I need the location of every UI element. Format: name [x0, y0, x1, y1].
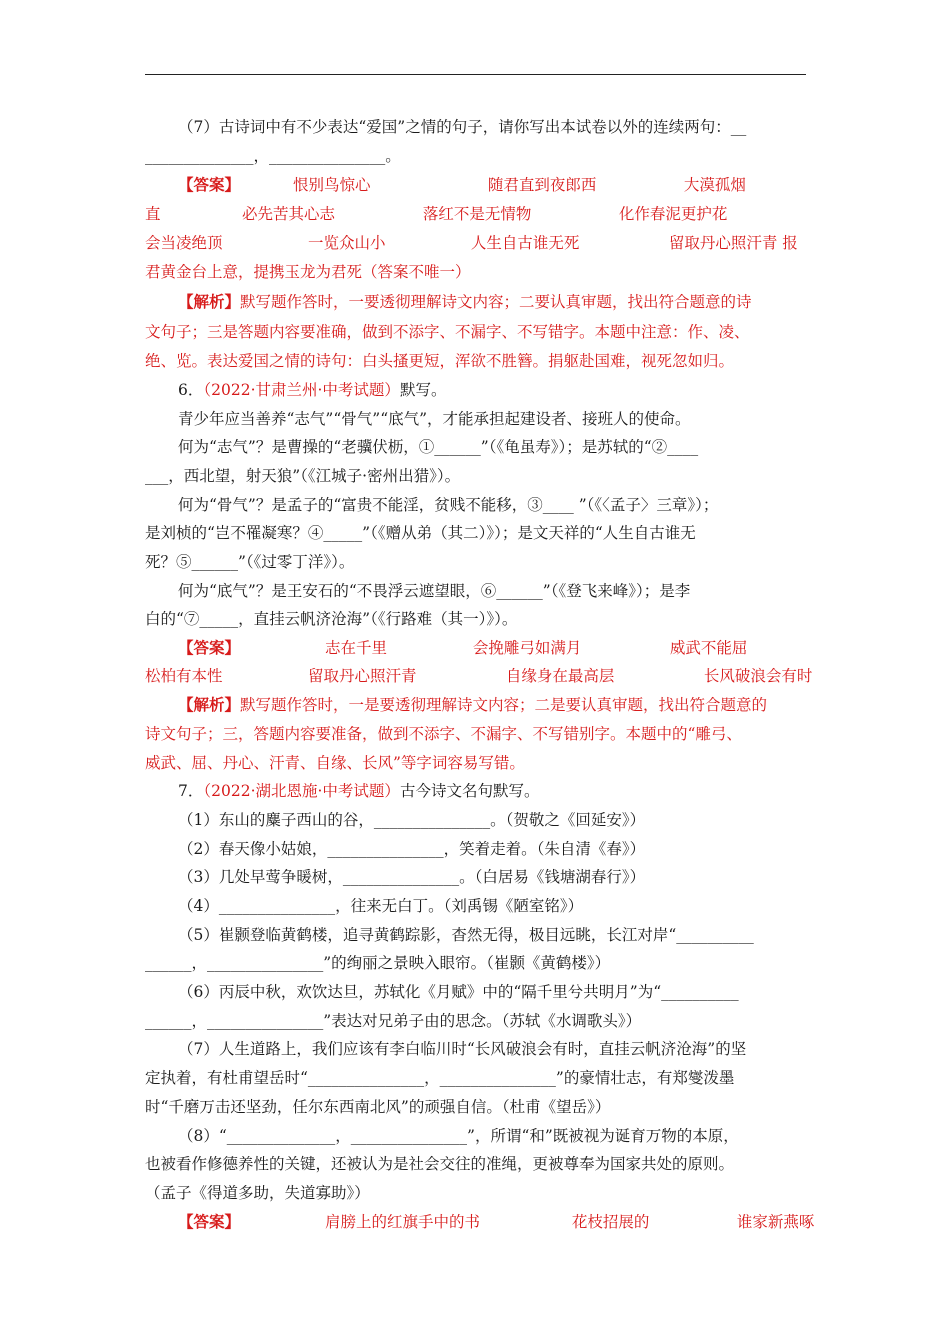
- q6-line-3: ___，西北望，射天狼”（《江城子·密州出猎》）。: [145, 467, 461, 485]
- q7-heading: [178, 781, 806, 801]
- q7-sub-7b: 定执着，有杜甫望岳时“_______________，_______________”的豪情壮志，有郑燮泼墨: [145, 1069, 735, 1087]
- answer-item: 会挽雕弓如满月: [472, 639, 582, 657]
- q7-prev-answer-row-4: 君黄金台上意，提携玉龙为君死（答案不唯一）: [145, 263, 471, 281]
- q6-line-8: 白的“⑦_____，直挂云帆济沧海”（《行路难（其一）》）。: [145, 610, 518, 628]
- analysis-text: 默写题作答时，一是要透彻理解诗文内容；二是要认真审题，找出符合题意的: [240, 696, 768, 714]
- answer-item: 人生自古谁无死: [470, 234, 580, 252]
- q7-sub-2: （2）春天像小姑娘，_______________，笑着走着。（朱自清《春》）: [178, 840, 646, 858]
- q7-prev-answer-row-3: [145, 233, 806, 253]
- q6-line-4: 何为“骨气”？是孟子的“富贵不能淫，贫贱不能移，③____ ”（《〈孟子〉三章》）；: [178, 496, 719, 514]
- q6-analysis-line-2: 诗文句子；三，答题内容要准备，做到不添字、不漏字、不写错别字。本题中的“雕弓、: [145, 725, 742, 743]
- answer-item: 恨别鸟惊心: [292, 176, 371, 194]
- q7-sub-7a: （7）人生道路上，我们应该有李白临川时“长风破浪会有时，直挂云帆济沧海”的坚: [178, 1040, 747, 1058]
- q7-answer-row-1: [178, 1212, 815, 1232]
- analysis-tag: 【解析】: [178, 292, 241, 311]
- q7-prev-answer-row-2: [145, 204, 806, 224]
- q7-sub-3: （3）几处早莺争暖树，_______________。（白居易《钱塘湖春行》）: [178, 868, 646, 886]
- q7-sub-8b: 也被看作修德养性的关键，还被认为是社会交往的准绳，更被尊奉为国家共处的原则。: [145, 1155, 735, 1173]
- answer-item: 化作春泥更护花: [618, 205, 728, 223]
- q7-prev-analysis-line-2: 文句子；三是答题内容要准确，做到不添字、不漏字、不写错字。本题中注意：作、凌、: [145, 323, 750, 341]
- answer-item: 肩膀上的红旗手中的书: [324, 1213, 480, 1231]
- answer-item: 一览众山小: [307, 234, 386, 252]
- q6-heading: [178, 380, 806, 400]
- q6-analysis-line-1: [178, 695, 806, 715]
- q6-line-6: 死？⑤______”（《过零丁洋》）。: [145, 553, 355, 571]
- q6-line-1: 青少年应当善养“志气”“骨气”“底气”，才能承担起建设者、接班人的使命。: [178, 410, 691, 428]
- answer-item: 威武不能屈: [669, 639, 748, 657]
- answer-item: 大漠孤烟: [683, 176, 746, 194]
- q6-source: （2022·甘肃兰州·中考试题）: [203, 381, 400, 399]
- q7-sub-1: （1）东山的麋子西山的谷，_______________。（贺敬之《回延安》）: [178, 811, 646, 829]
- q7-sub-6b: ______，_______________”表达对兄弟子由的思念。（苏轼《水调歌头》）: [145, 1012, 642, 1030]
- answer-item: 会当凌绝顶: [145, 234, 223, 252]
- answer-item: 长风破浪会有时: [703, 667, 813, 685]
- q6-title: 默写。: [399, 381, 447, 399]
- q6-answer-row-1: [178, 638, 806, 658]
- q6-analysis-line-3: 威武、屈、丹心、汗青、自缘、长风”等字词容易写错。: [145, 754, 525, 772]
- q7-prev-answer-row-1: [178, 175, 806, 195]
- answer-tag: 【答案】: [178, 638, 241, 657]
- q7-prev-line-1: （7）古诗词中有不少表达“爱国”之情的句子，请你写出本试卷以外的连续两句：__: [178, 118, 747, 136]
- analysis-text: 默写题作答时，一要透彻理解诗文内容；二要认真审题，找出符合题意的诗: [240, 293, 752, 311]
- answer-tag: 【答案】: [178, 1212, 241, 1231]
- q7-sub-7c: 时“千磨万击还坚劲，任尔东西南北风”的顽强自信。（杜甫《望岳》）: [145, 1098, 611, 1116]
- analysis-tag: 【解析】: [178, 695, 241, 714]
- answer-item: 谁家新燕啄: [736, 1213, 815, 1231]
- answer-item: 必先苦其心志: [241, 205, 335, 223]
- q7-prev-line-2: ______________，_______________。: [145, 147, 401, 165]
- q7-prev-analysis-line-3: 绝、览。表达爱国之情的诗句：白头搔更短，浑欲不胜簪。捐躯赴国难，视死忽如归。: [145, 352, 735, 370]
- q7-source: （2022·湖北恩施·中考试题）: [203, 782, 400, 800]
- q6-line-7: 何为“底气”？是王安石的“不畏浮云遮望眼，⑥______”（《登飞来峰》）；是李: [178, 582, 691, 600]
- q7-title: 古今诗文名句默写。: [399, 782, 540, 800]
- q6-number: 6．: [178, 381, 204, 399]
- q7-sub-5b: ______，_______________”的绚丽之景映入眼帘。（崔颢《黄鹤楼》）: [145, 954, 611, 972]
- q7-prev-analysis-line-1: [178, 292, 806, 312]
- answer-item: 随君直到夜郎西: [487, 176, 597, 194]
- answer-item: 留取丹心照汗青 报: [668, 234, 798, 252]
- answer-item: 志在千里: [324, 639, 387, 657]
- header-rule: [145, 74, 806, 75]
- q7-sub-8c: （孟子《得道多助，失道寡助》）: [145, 1184, 370, 1202]
- answer-item: 留取丹心照汗青: [307, 667, 417, 685]
- answer-item: 直: [145, 205, 161, 223]
- q7-sub-4: （4）_______________，往来无白丁。（刘禹锡《陋室铭》）: [178, 897, 584, 915]
- q6-answer-row-2: [145, 666, 813, 686]
- answer-item: 自缘身在最高层: [505, 667, 615, 685]
- q7-number: 7．: [178, 782, 204, 800]
- q7-sub-6a: （6）丙辰中秋，欢饮达旦，苏轼化《月赋》中的“隔千里兮共明月”为“__________: [178, 983, 739, 1001]
- answer-tag: 【答案】: [178, 175, 241, 194]
- answer-item: 花枝招展的: [571, 1213, 650, 1231]
- q7-sub-8a: （8）“______________，_______________”，所谓“和”既被视为诞育万物的本原，: [178, 1127, 739, 1145]
- answer-item: 松柏有本性: [145, 667, 223, 685]
- q7-sub-5a: （5）崔颢登临黄鹤楼，追寻黄鹤踪影，杳然无得，极目远眺，长江对岸“__________: [178, 926, 754, 944]
- answer-item: 落红不是无情物: [422, 205, 532, 223]
- q6-line-2: 何为“志气”？是曹操的“老骥伏枥，①______”（《龟虽寿》）；是苏轼的“②____: [178, 438, 699, 456]
- q6-line-5: 是刘桢的“岂不罹凝寒？④_____”（《赠从弟（其二）》）；是文天祥的“人生自古谁无: [145, 524, 696, 542]
